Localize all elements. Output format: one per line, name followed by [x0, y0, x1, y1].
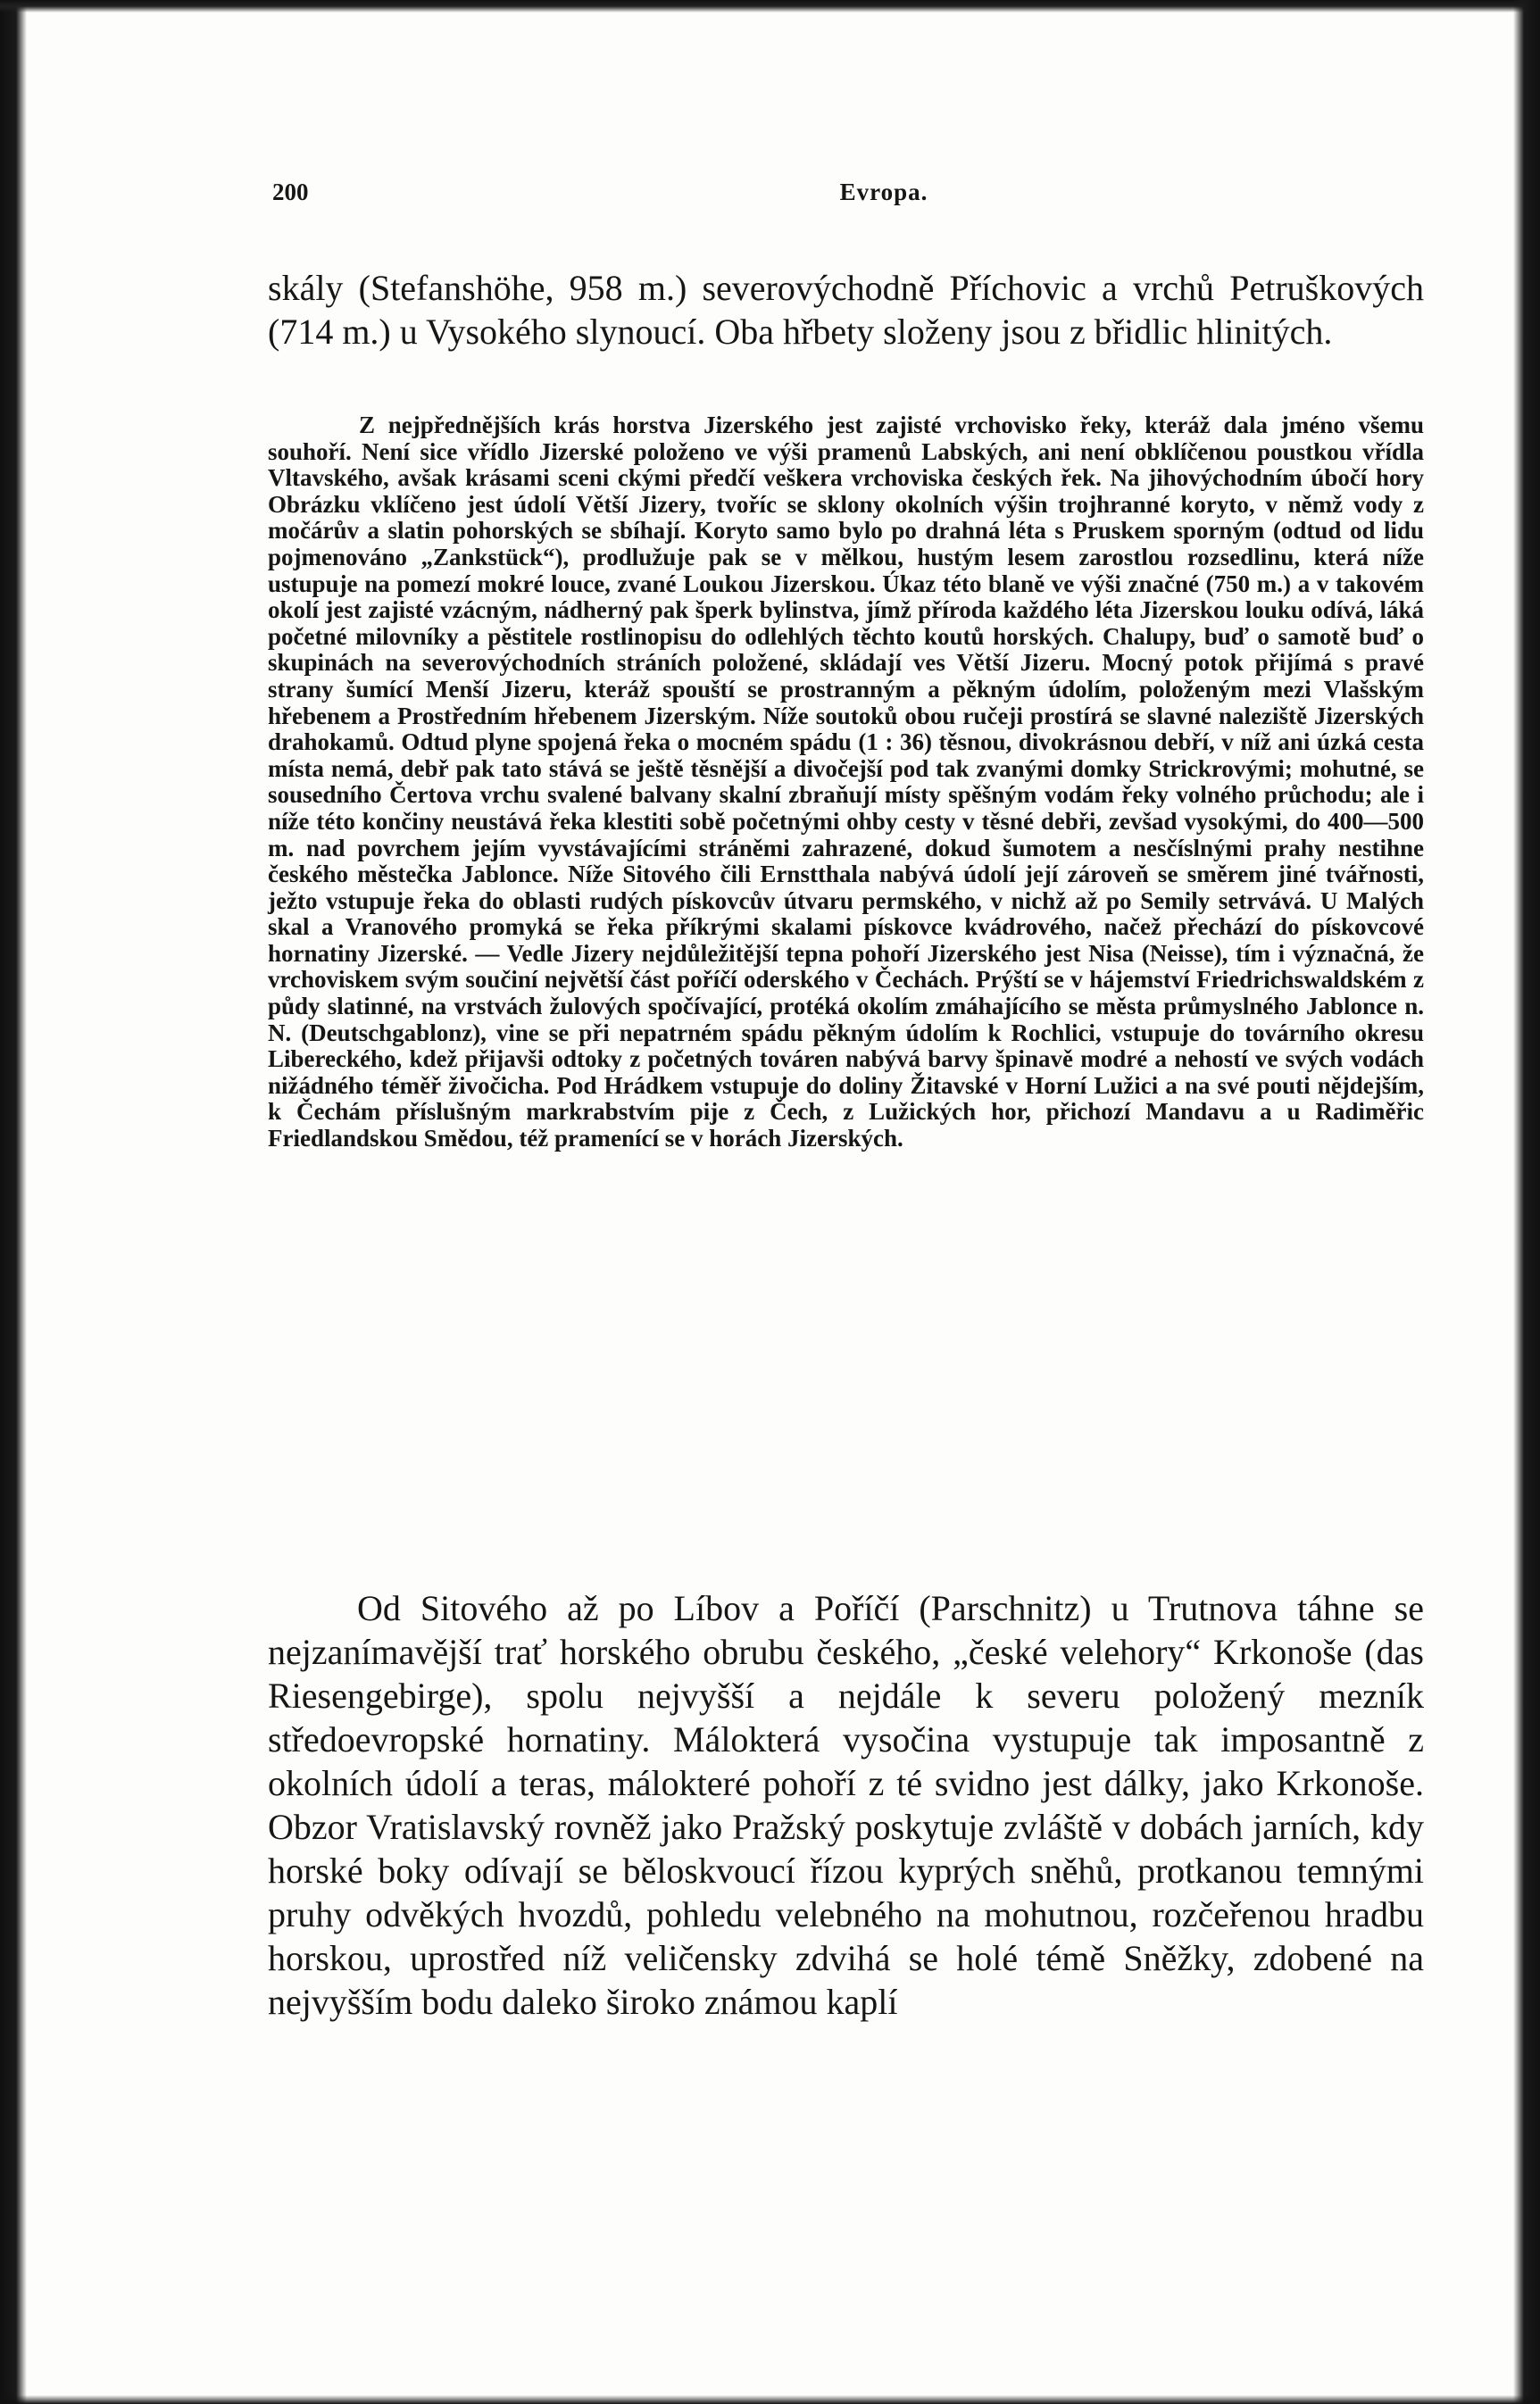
small-print-paragraph	[268, 412, 1424, 1152]
scan-edge-bottom	[0, 2395, 1540, 2404]
page-number: 200	[272, 179, 309, 205]
scan-edge-top	[0, 0, 1540, 12]
paragraph-1-text: skály (Stefanshöhe, 958 m.) severovýchodně Příchovic a vrchů Petruškových (714 m.) u Vysokého slynoucí. Oba hřbety složeny jsou z břidlic hlinitých.	[268, 268, 1424, 352]
page-header	[272, 179, 1495, 214]
paragraph-continued	[268, 266, 1424, 354]
scan-edge-left	[0, 0, 27, 2404]
paragraph-2-text: Z nejpřednějších krás horstva Jizerského jest zajisté vrchovisko řeky, kteráž dala jméno všemu souhoří. Není sice vřídlo Jizerské položeno ve výši pramenů Labských, ani není obklíčenou poustkou vřídla Vltavského, avšak krásami sceni ckými předčí veškera vrchoviska českých řek. Na jihovýchodním úbočí hory Obrázku vklíčeno jest údolí Větší Jizery, tvoříc se sklony okolních výšin trojhranné koryto, v němž vody z močárův a slatin pohorských se sbíhají. Koryto samo bylo po drahná léta s Pruskem sporným (odtud od lidu pojmenováno „Zankstück“), prodlužuje pak se v mělkou, hustým lesem zarostlou rozsedlinu, která níže ustupuje na pomezí mokré louce, zvané Loukou Jizerskou. Úkaz této blaně ve výši značné (750 m.) a v takovém okolí jest zajisté vzácným, nádherný pak šperk bylinstva, jímž příroda každého léta Jizerskou louku odívá, láká početné milovníky a pěstitele rostlinopisu do odlehlých těchto koutů horských. Chalupy, buď o samotě buď o skupinách na severovýchodních stráních položené, skládají ves Větší Jizeru. Mocný potok přijímá s pravé strany šumící Menší Jizeru, kteráž spouští se prostranným a pěkným údolím, položeným mezi Vlašským hřebenem a Prostředním hřebenem Jizerským. Níže soutoků obou ručeji prostírá se slavné naleziště Jizerských drahokamů. Odtud plyne spojená řeka o mocném spádu (1 : 36) těsnou, divokrásnou debří, v níž ani úzká cesta místa nemá, debř pak tato stává se ještě těsnější a divočejší pod tak zvanými domky Strickrovými; mohutné, se sousedního Čertova vrchu svalené balvany skalní zbraňují místy spěšným vodám řeky volného průchodu; ale i níže této končiny neustává řeka klestiti sobě početnými ohby cesty v těsné debři, zevšad vysokými, do 400—500 m. nad povrchem jejím vyvstávajícími stráněmi zahrazené, dokud šumotem a nesčíslnými prahy nestihne českého městečka Jablonce. Níže Sitového čili Ernstthala nabývá údolí její zároveň se směrem jiné tvářnosti, ježto vstupuje řeka do oblasti rudých pískovcův útvaru permského, v nichž až po Semily setrvává. U Malých skal a Vranového promyká se řeka příkrými skalami pískovce kvádrového, načež přechází do pískovcové hornatiny Jizerské. — Vedle Jizery nejdůležitější tepna pohoří Jizerského jest Nisa (Neisse), tím i význačná, že vrchoviskem svým součiní největší část poříčí oderského v Čechách. Prýští se v hájemství Friedrichswaldském z půdy slatinné, na vrstvách žulových spočívající, protéká okolím zmáhajícího se města průmyslného Jablonce n. N. (Deutschgablonz), vine se při nepatrném spádu pěkným údolím k Rochlici, vstupuje do továrního okresu Libereckého, kdež přijavši odtoky z početných továren nabývá barvy špinavě modré a nehostí ve svých vodách nižádného téměř živočicha. Pod Hrádkem vstupuje do doliny Žitavské v Horní Lužici a na své pouti nějdejším, k Čechám příslušným markrabstvím pije z Čech, z Lužických hor, přichozí Mandavu a u Radiměřic Friedlandskou Smědou, též pramenící se v horách Jizerských.	[268, 412, 1424, 1152]
paragraph-krkonose	[268, 1586, 1424, 2024]
scan-edge-right	[1513, 0, 1540, 2404]
running-head: Evropa.	[839, 179, 928, 205]
paragraph-3-text: Od Sitového až po Líbov a Poříčí (Parschnitz) u Trutnova táhne se nejzanímavější trať horského obrubu českého, „české velehory“ Krkonoše (das Riesengebirge), spolu nejvyšší a nejdále k severu položený mezník středoevropské hornatiny. Málokterá vysočina vystupuje tak imposantně z okolních údolí a teras, málokteré pohoří z té svidno jest dálky, jako Krkonoše. Obzor Vratislavský rovněž jako Pražský poskytuje zvláště v dobách jarních, kdy horské boky odívají se běloskvoucí řízou kyprých sněhů, protkanou temnými pruhy odvěkých hvozdů, pohledu velebného na mohutnou, rozčeřenou hradbu horskou, uprostřed níž veličensky zdvihá se holé témě Sněžky, zdobené na nejvyšším bodu daleko široko známou kaplí	[268, 1588, 1424, 2022]
